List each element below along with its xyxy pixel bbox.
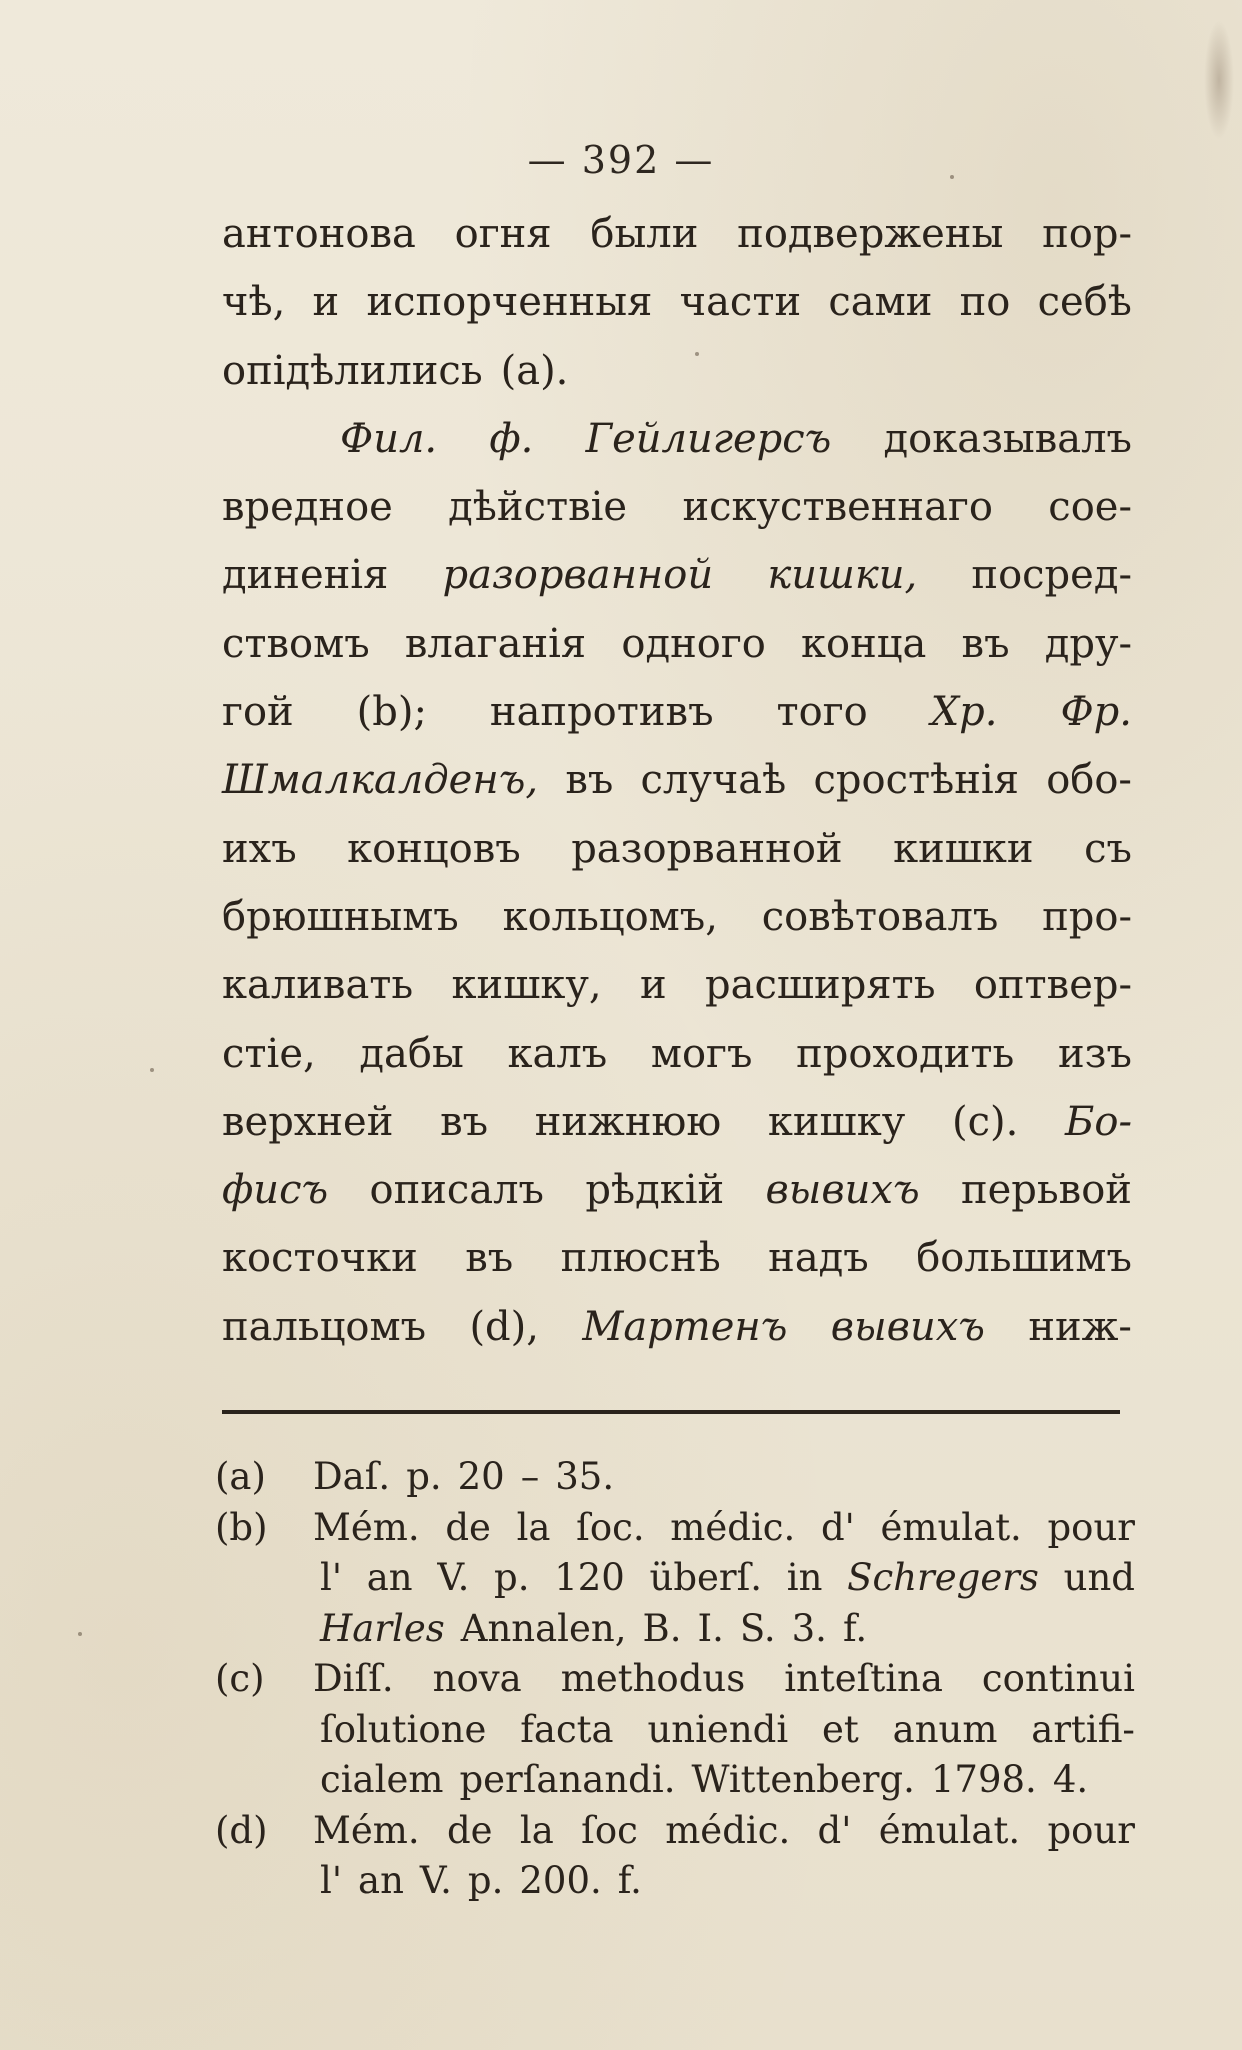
footnote <box>215 1452 1135 1503</box>
word: огня <box>454 211 552 257</box>
word: испорченныя <box>366 279 653 326</box>
word: ſoc <box>581 1808 638 1852</box>
text-line <box>222 1088 1132 1156</box>
word: стіе, <box>222 1030 316 1077</box>
word: émulat. <box>880 1505 1022 1549</box>
footnote-line <box>215 1604 1135 1655</box>
word: l' <box>320 1859 343 1902</box>
word: вывихъ <box>830 1303 985 1350</box>
word: médic. <box>665 1808 791 1852</box>
word: посред- <box>971 552 1132 599</box>
word: большимъ <box>916 1235 1132 1282</box>
word: Schregers <box>847 1556 1039 1599</box>
word: одного <box>621 620 766 667</box>
word: дру- <box>1044 620 1132 667</box>
word: et <box>822 1707 859 1751</box>
word: V. <box>437 1556 470 1599</box>
word: чѣ, <box>222 279 286 326</box>
word: сами <box>828 279 933 326</box>
word: 120 <box>554 1556 625 1599</box>
word: дѣйствіе <box>448 484 628 531</box>
word: methodus <box>560 1657 746 1700</box>
word: uniendi <box>647 1707 789 1751</box>
footnote-line <box>215 1856 1135 1907</box>
word: (а). <box>500 347 569 394</box>
word: кишки <box>893 825 1034 872</box>
word: 200. <box>519 1859 602 1902</box>
text-line <box>222 1156 1132 1224</box>
word: и <box>312 279 340 326</box>
text-line <box>222 951 1132 1019</box>
footnote-line <box>215 1654 1135 1705</box>
word: émulat. <box>878 1808 1021 1852</box>
word: были <box>590 211 699 257</box>
text-line <box>222 883 1132 951</box>
word: конца <box>801 620 927 667</box>
word: перьвой <box>960 1167 1132 1214</box>
footnote-rule <box>222 1410 1120 1414</box>
word: d' <box>817 1808 852 1852</box>
word: in <box>786 1556 823 1599</box>
word: Mém. <box>313 1505 420 1549</box>
text-line <box>222 1293 1132 1361</box>
word: случаѣ <box>640 757 787 804</box>
footnote-line <box>215 1755 1135 1806</box>
word: (b); <box>356 689 427 736</box>
word: Бо- <box>1065 1098 1132 1145</box>
word: нижнюю <box>534 1098 722 1145</box>
word: и <box>640 962 667 1009</box>
word: про- <box>1042 893 1132 940</box>
word: вывихъ <box>765 1167 920 1214</box>
footnotes <box>215 1452 1135 1907</box>
word: ихъ <box>222 825 297 872</box>
word: того <box>776 689 868 736</box>
word: an <box>366 1556 413 1599</box>
word: разорванной <box>442 552 714 599</box>
word: facta <box>520 1707 614 1751</box>
word: съ <box>1084 825 1132 872</box>
word: überſ. <box>649 1556 763 1599</box>
word: S. <box>739 1606 776 1650</box>
word: (с). <box>951 1098 1019 1145</box>
text-line <box>222 473 1132 541</box>
word: рѣдкій <box>585 1167 725 1214</box>
word: Diſſ. <box>313 1657 394 1700</box>
word: perſanandi. <box>459 1758 676 1801</box>
word: 3. <box>791 1606 827 1650</box>
text-line <box>222 1224 1132 1292</box>
word: Harles <box>320 1606 445 1650</box>
word: кольцомъ, <box>502 893 718 940</box>
word: de <box>446 1808 493 1852</box>
word: каливать <box>222 962 414 1009</box>
word: калъ <box>507 1030 608 1077</box>
word: верхней <box>222 1098 394 1145</box>
footnote-line <box>215 1452 1135 1503</box>
word: концовъ <box>347 825 521 872</box>
footnote-line <box>215 1705 1135 1756</box>
word: брюшнымъ <box>222 893 459 940</box>
word: pour <box>1047 1808 1135 1852</box>
ink-speck <box>150 1068 154 1072</box>
word: Фр. <box>1060 689 1132 736</box>
word: могъ <box>650 1030 753 1077</box>
word: 20 <box>457 1455 505 1498</box>
word: 4. <box>1052 1758 1089 1801</box>
word: пальцомъ <box>222 1303 427 1350</box>
word: Фил. <box>340 415 438 462</box>
word: p. <box>494 1556 530 1599</box>
word: совѣтовалъ <box>761 893 999 940</box>
text-line <box>222 405 1132 473</box>
word: Annalen, <box>460 1606 627 1650</box>
word: Хр. <box>930 689 998 736</box>
footnote-line <box>215 1806 1135 1857</box>
word: по <box>959 279 1011 326</box>
word: V. <box>419 1859 452 1902</box>
word: расширять <box>705 962 936 1009</box>
footnote-line <box>215 1553 1135 1604</box>
word: cialem <box>320 1758 444 1801</box>
text-line <box>222 746 1132 814</box>
word: вредное <box>222 484 393 531</box>
text-line <box>222 541 1132 609</box>
word: себѣ <box>1037 279 1132 326</box>
word: пор- <box>1042 211 1132 257</box>
word: nova <box>432 1657 522 1700</box>
word: искуственнаго <box>682 484 993 531</box>
word: ſoc. <box>576 1505 645 1549</box>
word: напротивъ <box>489 689 714 736</box>
footnote-line <box>215 1503 1135 1554</box>
footnote <box>215 1806 1135 1907</box>
word: inteſtina <box>784 1657 943 1700</box>
word: доказывалъ <box>883 415 1132 462</box>
text-line <box>222 678 1132 746</box>
word: опідѣлились <box>222 347 483 394</box>
word: косточки <box>222 1235 418 1282</box>
word: проходить <box>796 1030 1015 1077</box>
word: I. <box>697 1606 724 1650</box>
word: гой <box>222 689 294 736</box>
word: обо- <box>1046 757 1132 804</box>
word: ствомъ <box>222 620 370 667</box>
word: la <box>516 1505 551 1549</box>
ink-speck <box>78 1632 82 1636</box>
word: влаганія <box>404 620 587 667</box>
word: médic. <box>670 1505 796 1549</box>
text-line <box>222 200 1132 268</box>
word: Шмалкалденъ, <box>222 757 539 804</box>
word: f. <box>842 1606 868 1650</box>
word: кишку, <box>451 962 602 1009</box>
word: оптвер- <box>973 962 1132 1009</box>
word: кишки, <box>767 552 918 599</box>
word: la <box>519 1808 554 1852</box>
text-line <box>222 1020 1132 1088</box>
word: подвержены <box>737 211 1004 257</box>
footnote-mark: (c) <box>215 1657 265 1700</box>
page-stain <box>1204 20 1234 140</box>
word: дабы <box>359 1030 464 1077</box>
word: надъ <box>768 1235 869 1282</box>
word: кишку <box>767 1098 906 1145</box>
word: Daſ. <box>313 1455 391 1498</box>
word: въ <box>565 757 614 804</box>
word: p. <box>406 1455 442 1498</box>
word: Mém. <box>313 1808 420 1852</box>
text-line <box>222 610 1132 678</box>
word: части <box>679 279 802 326</box>
footnote <box>215 1654 1135 1806</box>
word: описалъ <box>369 1167 544 1214</box>
word: диненія <box>222 552 389 599</box>
word: de <box>445 1505 491 1549</box>
word: фисъ <box>222 1167 329 1214</box>
footnote-mark: (a) <box>215 1455 266 1498</box>
word: плюснѣ <box>560 1235 721 1282</box>
footnote-mark: (d) <box>215 1808 268 1852</box>
text-line <box>222 268 1132 336</box>
text-line <box>222 815 1132 883</box>
body-text <box>222 200 1132 1361</box>
word: Wittenberg. <box>691 1758 915 1801</box>
footnote <box>215 1503 1135 1655</box>
word: Гейлигерсъ <box>585 415 832 462</box>
word: изъ <box>1058 1030 1132 1077</box>
word: 35. <box>555 1455 615 1498</box>
footnote-mark: (b) <box>215 1505 268 1549</box>
word: – <box>520 1455 540 1498</box>
word: d' <box>820 1505 855 1549</box>
word: сростѣнія <box>813 757 1019 804</box>
text-line <box>222 337 1132 405</box>
word: pour <box>1047 1505 1135 1549</box>
word: f. <box>617 1859 642 1902</box>
word: artifi- <box>1031 1707 1135 1751</box>
word: въ <box>961 620 1010 667</box>
word: антонова <box>222 211 416 257</box>
word: B. <box>642 1606 682 1650</box>
word: p. <box>467 1859 504 1902</box>
word: въ <box>440 1098 489 1145</box>
word: 1798. <box>930 1758 1037 1801</box>
word: an <box>358 1859 404 1902</box>
word: сое- <box>1048 484 1132 531</box>
word: l' <box>320 1556 343 1599</box>
word: continui <box>981 1657 1135 1700</box>
word: Мартенъ <box>582 1303 788 1350</box>
word: ниж- <box>1028 1303 1132 1350</box>
word: разорванной <box>571 825 843 872</box>
word: въ <box>465 1235 514 1282</box>
page-number: — 392 — <box>527 138 715 182</box>
word: und <box>1063 1556 1135 1599</box>
word: anum <box>892 1707 998 1751</box>
word: ſolutione <box>320 1707 487 1751</box>
word: ф. <box>489 415 534 462</box>
word: (d), <box>469 1303 539 1350</box>
